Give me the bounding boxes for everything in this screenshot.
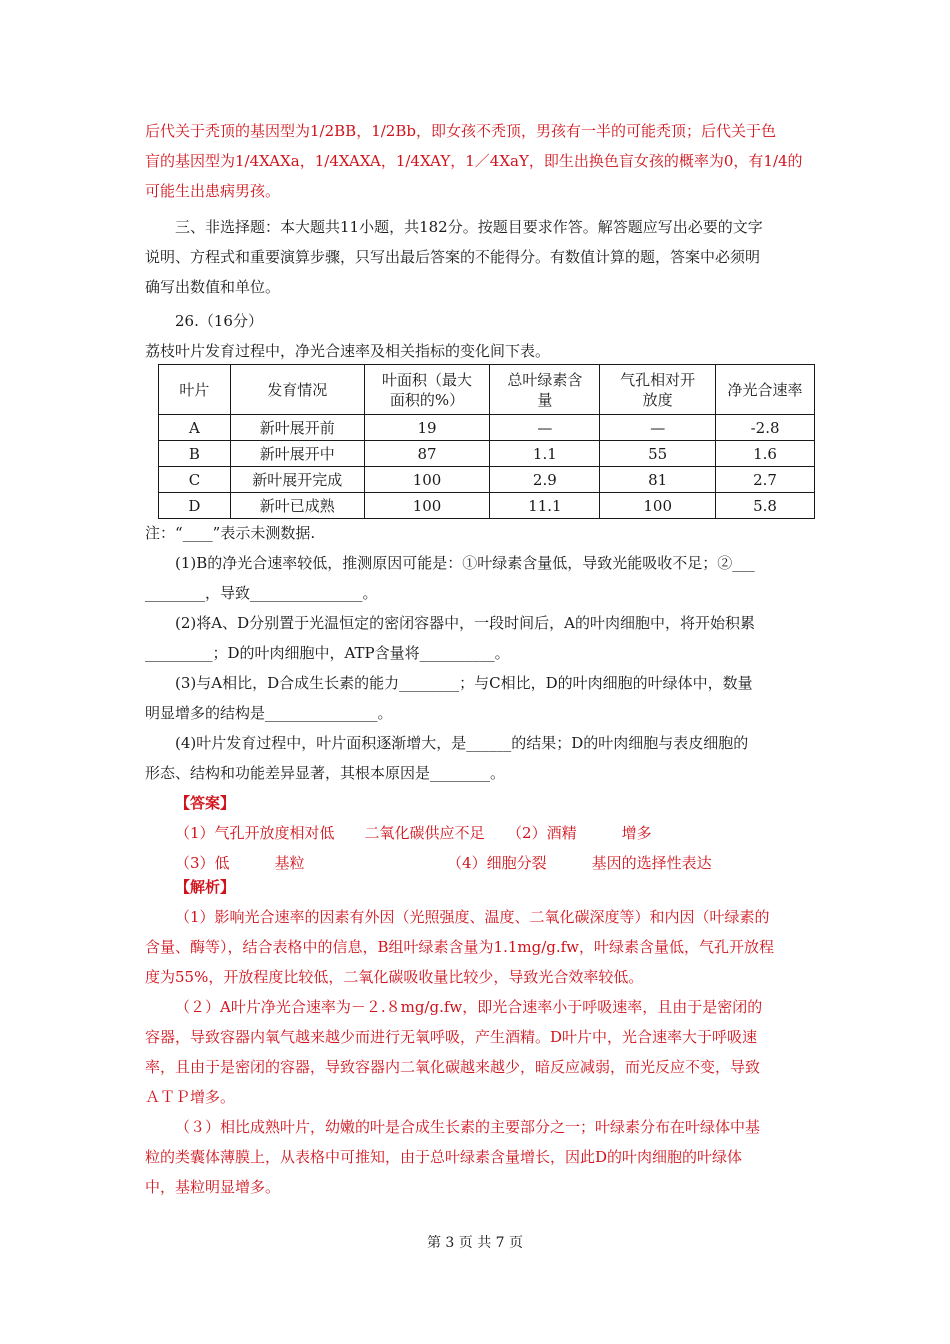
sub-question-line: (3)与A相比，D合成生长素的能力________；与C相比，D的叶肉细胞的叶绿体中，数量 <box>175 674 753 692</box>
analysis-line: （２）A叶片净光合速率为－２.８mg/g.fw，即光合速率小于呼吸速率，且由于是密闭的 <box>175 998 763 1016</box>
question-number: 26.（16分） <box>175 312 263 330</box>
table-header-cell: 总叶绿素含 量 <box>490 365 600 415</box>
sub-question-line: 明显增多的结构是_______________。 <box>145 704 393 722</box>
table-header-cell: 叶面积（最大 面积的%） <box>364 365 490 415</box>
table-cell: 2.7 <box>716 467 815 493</box>
analysis-section <box>145 872 810 1202</box>
section-instructions <box>145 212 810 302</box>
table-cell: 新叶展开中 <box>230 441 364 467</box>
table-cell: 11.1 <box>490 493 600 519</box>
table-cell: A <box>159 415 231 441</box>
question-body <box>145 518 810 788</box>
answer-line: （3）低 基粒 （4）细胞分裂 基因的选择性表达 <box>175 854 712 872</box>
sub-question-line: ________，导致_______________。 <box>145 584 378 602</box>
table-header-cell: 气孔相对开 放度 <box>600 365 716 415</box>
answer-section <box>145 788 810 878</box>
table-cell: 新叶已成熟 <box>230 493 364 519</box>
table-row <box>159 441 815 467</box>
analysis-line: ＡＴＰ增多。 <box>145 1088 236 1106</box>
table-note: 注：“____”表示未测数据. <box>145 524 316 542</box>
analysis-header: 【解析】 <box>175 878 236 896</box>
sub-question-line: (1)B的净光合速率较低，推测原因可能是：①叶绿素含量低，导致光能吸收不足；②___ <box>175 554 755 572</box>
table-header-cell: 净光合速率 <box>716 365 815 415</box>
leaf-data-table <box>158 364 815 519</box>
table-cell: 1.1 <box>490 441 600 467</box>
sub-question-line: _________；D的叶肉细胞中，ATP含量将__________。 <box>145 644 510 662</box>
table-cell: 100 <box>364 467 490 493</box>
table-cell: — <box>490 415 600 441</box>
intro-paragraph <box>145 116 810 206</box>
section-line: 说明、方程式和重要演算步骤，只写出最后答案的不能得分。有数值计算的题，答案中必须明 <box>145 248 761 266</box>
table-cell: 2.9 <box>490 467 600 493</box>
table-header-row <box>159 365 815 415</box>
sub-question-line: (4)叶片发育过程中，叶片面积逐渐增大，是______的结果；D的叶肉细胞与表皮细胞的 <box>175 734 749 752</box>
table-cell: 100 <box>364 493 490 519</box>
table-cell: 81 <box>600 467 716 493</box>
question-header <box>145 306 810 366</box>
table-cell: B <box>159 441 231 467</box>
intro-line: 盲的基因型为1/4XAXa，1/4XAXA，1/4XAY，1／4XaY，即生出换色盲女孩的概率为0，有1/4的 <box>145 152 803 170</box>
table-cell: C <box>159 467 231 493</box>
table-cell: 55 <box>600 441 716 467</box>
question-stem: 荔枝叶片发育过程中，净光合速率及相关指标的变化间下表。 <box>145 342 551 360</box>
analysis-line: 容器，导致容器内氧气越来越少而进行无氧呼吸，产生酒精。D叶片中，光合速率大于呼吸速 <box>145 1028 758 1046</box>
intro-line: 后代关于秃顶的基因型为1/2BB，1/2Bb，即女孩不秃顶，男孩有一半的可能秃顶；后代关于色 <box>145 122 776 140</box>
analysis-line: （３）相比成熟叶片，幼嫩的叶是合成生长素的主要部分之一；叶绿素分布在叶绿体中基 <box>175 1118 761 1136</box>
table-cell: 1.6 <box>716 441 815 467</box>
analysis-line: 粒的类囊体薄膜上，从表格中可推知，由于总叶绿素含量增长，因此D的叶肉细胞的叶绿体 <box>145 1148 743 1166</box>
analysis-line: 率，且由于是密闭的容器，导致容器内二氧化碳越来越少，暗反应减弱，而光反应不变，导致 <box>145 1058 761 1076</box>
analysis-line: （1）影响光合速率的因素有外因（光照强度、温度、二氧化碳深度等）和内因（叶绿素的 <box>175 908 770 926</box>
intro-line: 可能生出患病男孩。 <box>145 182 281 200</box>
analysis-line: 中，基粒明显增多。 <box>145 1178 281 1196</box>
table-row <box>159 467 815 493</box>
sub-question-line: 形态、结构和功能差异显著，其根本原因是________。 <box>145 764 506 782</box>
table-row <box>159 493 815 519</box>
table-cell: -2.8 <box>716 415 815 441</box>
section-line: 三、非选择题：本大题共11小题，共182分。按题目要求作答。解答题应写出必要的文字 <box>175 218 763 236</box>
table-cell: 19 <box>364 415 490 441</box>
answer-line: （1）气孔开放度相对低 二氧化碳供应不足 （2）酒精 增多 <box>175 824 652 842</box>
analysis-line: 含量、酶等），结合表格中的信息，B组叶绿素含量为1.1mg/g.fw，叶绿素含量低，气孔开放程 <box>145 938 775 956</box>
analysis-line: 度为55%，开放程度比较低，二氧化碳吸收量比较少，导致光合效率较低。 <box>145 968 644 986</box>
table-cell: 5.8 <box>716 493 815 519</box>
answer-header: 【答案】 <box>175 794 236 812</box>
table-row <box>159 415 815 441</box>
section-line: 确写出数值和单位。 <box>145 278 281 296</box>
table-cell: 100 <box>600 493 716 519</box>
table-cell: — <box>600 415 716 441</box>
table-header-cell: 叶片 <box>159 365 231 415</box>
table-cell: 新叶展开完成 <box>230 467 364 493</box>
page-footer: 第 3 页 共 7 页 <box>426 1235 524 1251</box>
table-cell: 新叶展开前 <box>230 415 364 441</box>
table-cell: 87 <box>364 441 490 467</box>
table-cell: D <box>159 493 231 519</box>
table-header-cell: 发育情况 <box>230 365 364 415</box>
sub-question-line: (2)将A、D分别置于光温恒定的密闭容器中，一段时间后，A的叶肉细胞中，将开始积累 <box>175 614 755 632</box>
